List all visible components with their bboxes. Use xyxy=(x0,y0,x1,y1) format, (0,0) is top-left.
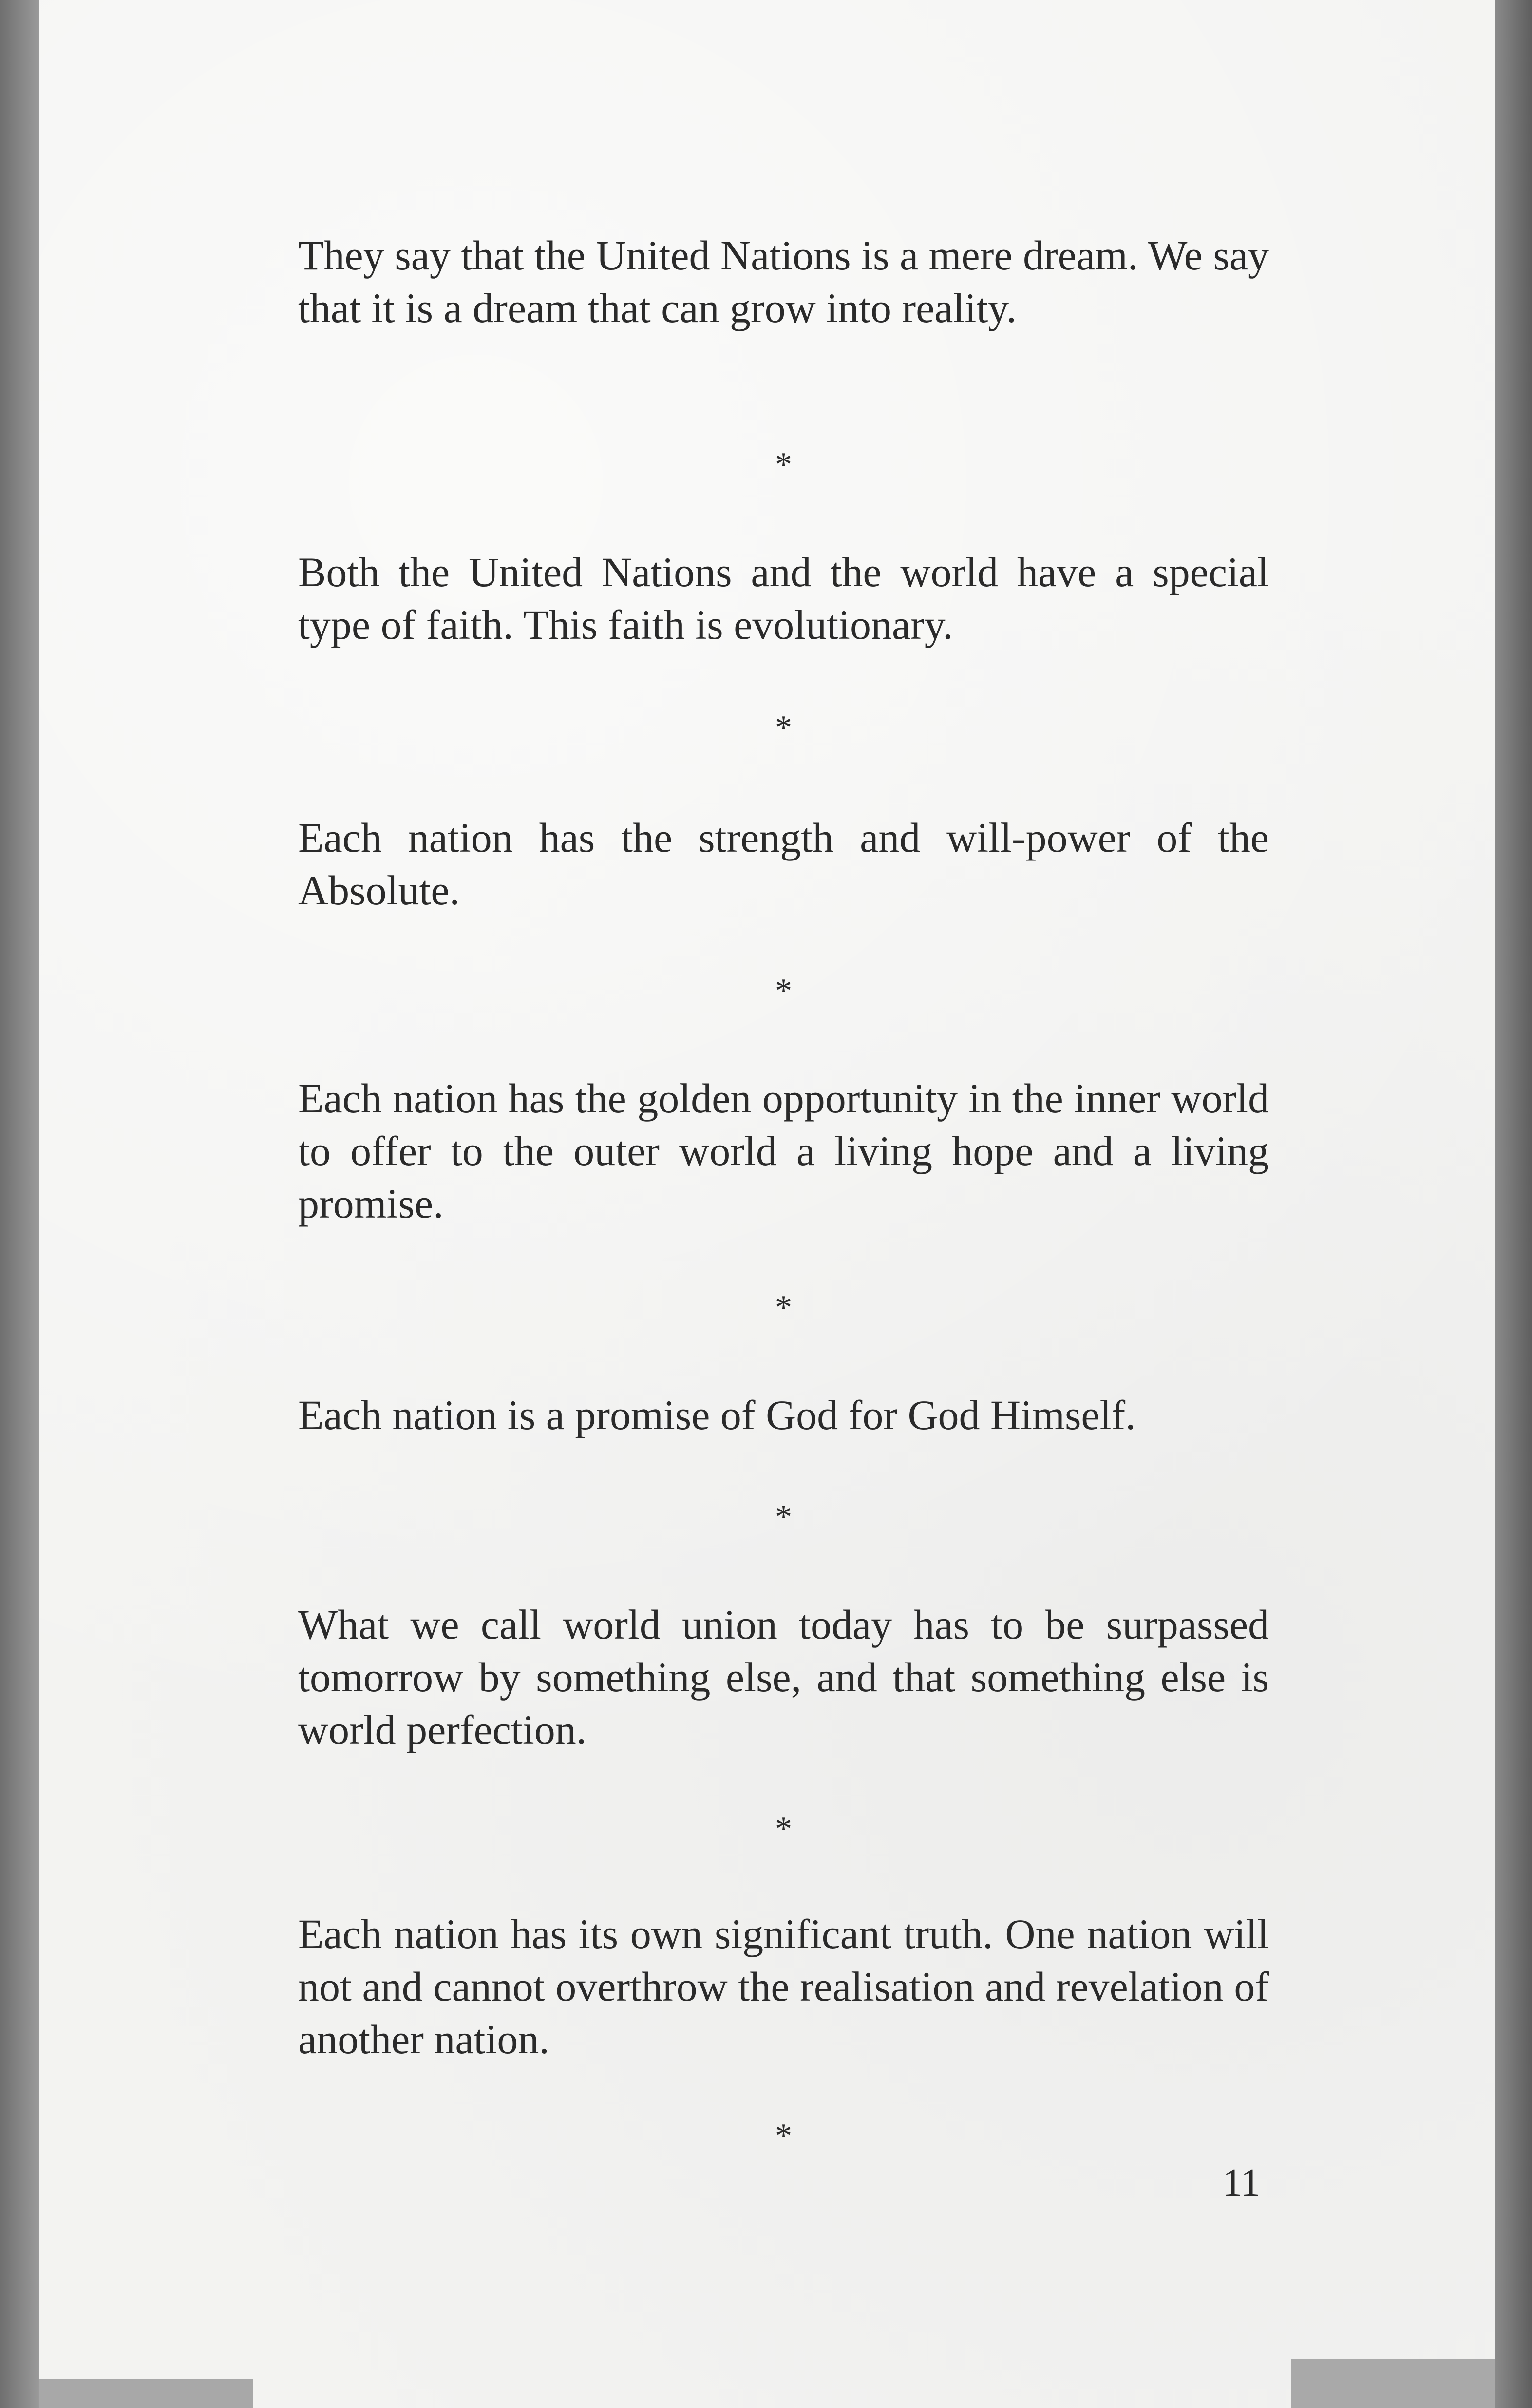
right-scan-edge xyxy=(1495,0,1532,2408)
separator-asterisk-6: * xyxy=(775,1810,792,1848)
left-scan-edge xyxy=(0,0,39,2408)
aphorism-7: Each nation has its own significant truth. One nation will not and cannot overthrow the realisation and revelation of another nation. xyxy=(298,1911,1269,2063)
aphorism-1: They say that the United Nations is a mere dream. We say that it is a dream that can grow into reality. xyxy=(298,232,1269,331)
aphorism-6: What we call world union today has to be surpassed tomorrow by something else, and that something else is world perfection. xyxy=(298,1601,1269,1753)
separator-asterisk-7: * xyxy=(775,2117,792,2155)
separator-asterisk-2: * xyxy=(775,709,792,746)
aphorism-4: Each nation has the golden opportunity in the inner world to offer to the outer world a living hope and a living promise. xyxy=(298,1075,1269,1227)
separator-asterisk-4: * xyxy=(775,1289,792,1326)
separator-asterisk-1: * xyxy=(775,446,792,483)
aphorism-2: Both the United Nations and the world have a special type of faith. This faith is evolutionary. xyxy=(298,549,1269,648)
separator-asterisk-5: * xyxy=(775,1498,792,1536)
page-number: 11 xyxy=(1223,2161,1261,2204)
bottom-right-scan-artifact xyxy=(1291,2359,1495,2408)
aphorism-5: Each nation is a promise of God for God Himself. xyxy=(298,1392,1136,1438)
aphorism-3: Each nation has the strength and will-power of the Absolute. xyxy=(298,814,1269,914)
separator-asterisk-3: * xyxy=(775,972,792,1010)
bottom-left-scan-artifact xyxy=(39,2379,253,2408)
